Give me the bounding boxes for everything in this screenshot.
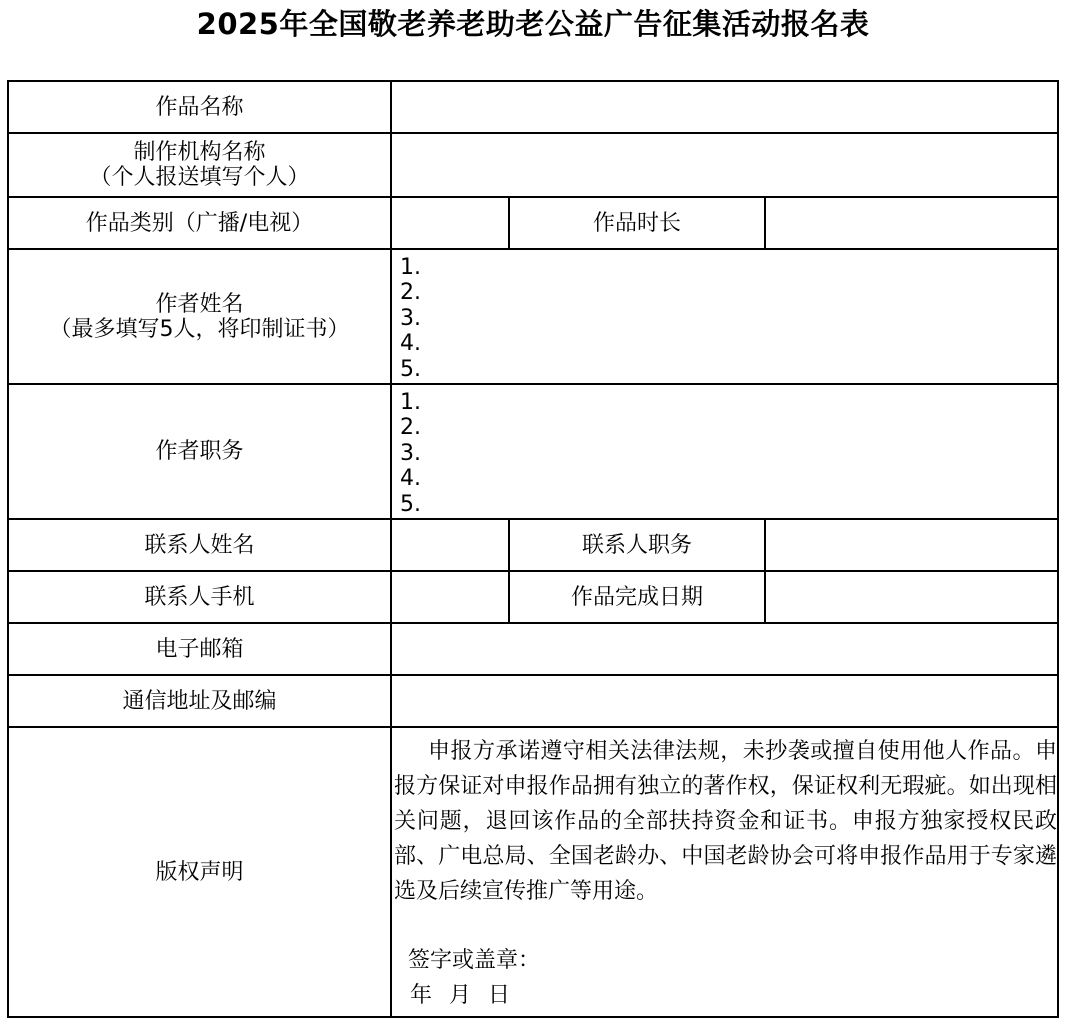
author-position-number: 1. <box>400 390 421 415</box>
org-name-label: 制作机构名称 <box>133 140 266 165</box>
email-field[interactable] <box>391 623 1058 675</box>
contact-position-field[interactable] <box>765 519 1058 571</box>
work-duration-field[interactable] <box>765 197 1058 249</box>
row-category-duration <box>8 197 1058 249</box>
row-work-name <box>8 81 1058 133</box>
row-email <box>8 623 1058 675</box>
contact-phone-label: 联系人手机 <box>8 571 391 623</box>
author-position-number: 4. <box>400 466 421 492</box>
row-author-names <box>8 249 1058 384</box>
copyright-label: 版权声明 <box>8 727 391 1017</box>
row-copyright <box>8 727 1058 1017</box>
org-name-field[interactable] <box>391 133 1058 197</box>
work-category-field[interactable] <box>391 197 509 249</box>
author-positions-field[interactable] <box>391 384 1058 519</box>
row-author-positions <box>8 384 1058 519</box>
author-position-number: 3. <box>400 440 421 466</box>
completion-date-field[interactable] <box>765 571 1058 623</box>
signature-label: 签字或盖章： <box>408 948 541 973</box>
row-contact-name-position <box>8 519 1058 571</box>
work-category-label: 作品类别（广播/电视） <box>8 197 391 249</box>
work-duration-label: 作品时长 <box>509 197 765 249</box>
work-name-label: 作品名称 <box>8 81 391 133</box>
address-field[interactable] <box>391 675 1058 727</box>
author-name-number: 5. <box>400 356 421 382</box>
date-label: 年 月 日 <box>410 983 510 1008</box>
contact-position-label: 联系人职务 <box>509 519 765 571</box>
author-name-number: 1. <box>400 255 421 280</box>
registration-form-table <box>7 80 1059 1018</box>
row-contact-phone-date <box>8 571 1058 623</box>
contact-name-field[interactable] <box>391 519 509 571</box>
completion-date-label: 作品完成日期 <box>509 571 765 623</box>
email-label: 电子邮箱 <box>8 623 391 675</box>
contact-phone-field[interactable] <box>391 571 509 623</box>
work-name-field[interactable] <box>391 81 1058 133</box>
author-name-number: 2. <box>400 280 421 306</box>
row-org-name <box>8 133 1058 197</box>
author-name-number: 4. <box>400 331 421 357</box>
author-position-number: 2. <box>400 415 421 441</box>
row-address <box>8 675 1058 727</box>
author-position-number: 5. <box>400 491 421 517</box>
author-names-label-cell <box>8 249 391 384</box>
copyright-cell <box>391 727 1058 1017</box>
org-name-note: （个人报送填写个人） <box>89 165 310 190</box>
author-names-label: 作者姓名 <box>155 291 244 317</box>
author-names-field[interactable] <box>391 249 1058 384</box>
contact-name-label: 联系人姓名 <box>8 519 391 571</box>
org-name-label-cell <box>8 133 391 197</box>
author-name-number: 3. <box>400 305 421 331</box>
author-names-note: （最多填写5人，将印制证书） <box>49 316 350 342</box>
form-title: 2025年全国敬老养老助老公益广告征集活动报名表 <box>196 7 870 41</box>
copyright-statement: 申报方承诺遵守相关法律法规，未抄袭或擅自使用他人作品。申报方保证对申报作品拥有独立的著作权，保证权利无瑕疵。如出现相关问题，退回该作品的全部扶持资金和证书。申报方独家授权民政部、广电总局、全国老龄办、中国老龄协会可将申报作品用于专家遴选及后续宣传推广等用途。 <box>394 739 1058 904</box>
author-positions-label: 作者职务 <box>8 384 391 519</box>
address-label: 通信地址及邮编 <box>8 675 391 727</box>
